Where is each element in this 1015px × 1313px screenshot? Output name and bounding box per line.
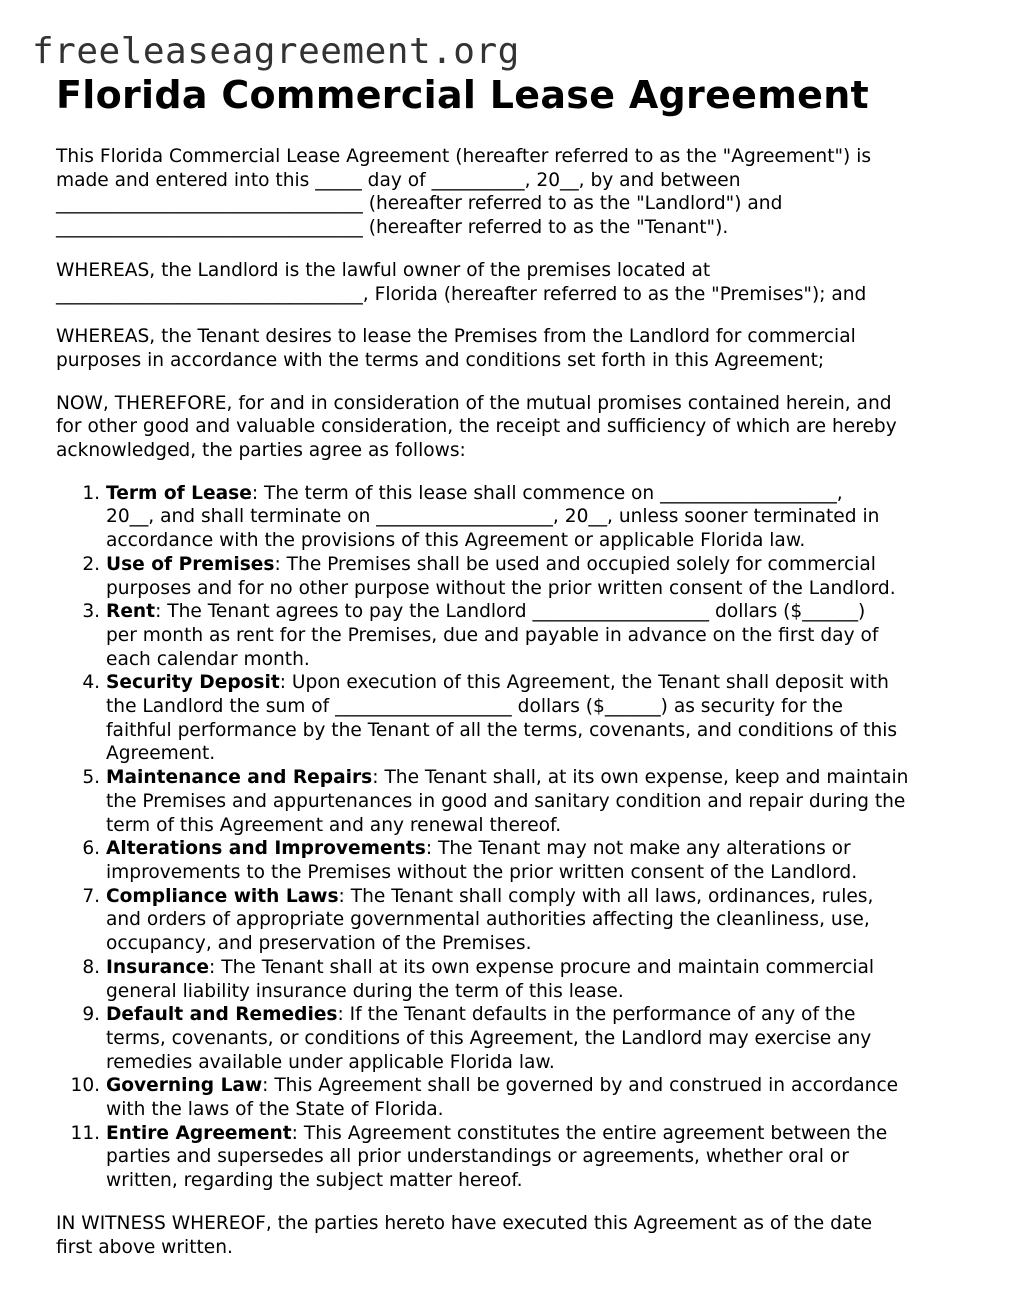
term-heading: Entire Agreement [106, 1122, 292, 1144]
intro-line: made and entered into this _____ day of __________, 20__, by and between [56, 169, 741, 191]
whereas-premises-line: _________________________________, Florida (hereafter referred to as the "Premises"); and [56, 283, 867, 305]
term-line: improvements to the Premises without the prior written consent of the Landlord. [106, 861, 858, 883]
intro-line: This Florida Commercial Lease Agreement (hereafter referred to as the "Agreement") is [56, 146, 872, 167]
term-item-compliance-with-laws [106, 885, 966, 956]
term-item-security-deposit [106, 671, 966, 766]
term-line: with the laws of the State of Florida. [106, 1099, 444, 1121]
term-item-entire-agreement [106, 1122, 966, 1193]
now-therefore-line: for other good and valuable consideration, the receipt and sufficiency of which are hereby [56, 416, 897, 438]
now-therefore-paragraph [56, 392, 966, 463]
term-line: each calendar month. [106, 648, 310, 670]
lease-document [56, 72, 966, 1259]
watermark-site-name: freeleaseagreement.org [32, 31, 520, 72]
term-line: faithful performance by the Tenant of all the terms, covenants, and conditions of this [106, 719, 898, 741]
term-heading: Security Deposit [106, 672, 280, 694]
witness-line: IN WITNESS WHEREOF, the parties hereto have executed this Agreement as of the date [56, 1212, 873, 1234]
term-line: : The Tenant shall comply with all laws, ordinances, rules, [338, 885, 874, 907]
term-heading: Use of Premises [106, 553, 275, 575]
now-therefore-line: acknowledged, the parties agree as follows: [56, 440, 466, 462]
whereas-tenant-line: WHEREAS, the Tenant desires to lease the Premises from the Landlord for commercial [56, 326, 856, 348]
term-heading: Maintenance and Repairs [106, 767, 373, 789]
now-therefore-line: NOW, THEREFORE, for and in consideration of the mutual promises contained herein, and [56, 392, 892, 414]
term-line: occupancy, and preservation of the Premises. [106, 933, 532, 955]
term-item-alterations-and-improvements [106, 837, 966, 884]
term-line: : If the Tenant defaults in the performance of any of the [337, 1004, 856, 1026]
term-line: : The Tenant shall at its own expense procure and maintain commercial [209, 956, 875, 978]
term-line: remedies available under applicable Florida law. [106, 1051, 555, 1073]
intro-paragraph [56, 145, 966, 240]
whereas-premises-paragraph [56, 259, 966, 306]
term-line: written, regarding the subject matter hereof. [106, 1170, 523, 1192]
whereas-premises-line: WHEREAS, the Landlord is the lawful owner of the premises located at [56, 259, 711, 281]
term-line: : Upon execution of this Agreement, the Tenant shall deposit with [279, 672, 889, 694]
term-heading: Insurance [106, 956, 210, 978]
term-line: general liability insurance during the term of this lease. [106, 980, 624, 1002]
term-item-governing-law [106, 1074, 966, 1121]
term-heading: Alterations and Improvements [106, 838, 426, 860]
term-line: Agreement. [106, 743, 216, 765]
term-line: accordance with the provisions of this Agreement or applicable Florida law. [106, 530, 806, 552]
whereas-tenant-line: purposes in accordance with the terms and conditions set forth in this Agreement; [56, 349, 825, 371]
term-line: the Premises and appurtenances in good and sanitary condition and repair during the [106, 790, 906, 812]
term-line: purposes and for no other purpose without the prior written consent of the Landlord. [106, 577, 896, 599]
term-line: terms, covenants, or conditions of this Agreement, the Landlord may exercise any [106, 1027, 872, 1049]
term-item-term-of-lease [106, 482, 966, 553]
term-line: : This Agreement constitutes the entire agreement between the [291, 1122, 888, 1144]
term-heading: Governing Law [106, 1075, 263, 1097]
term-heading: Default and Remedies [106, 1004, 338, 1026]
term-heading: Compliance with Laws [106, 885, 339, 907]
term-item-rent [106, 600, 966, 671]
term-item-use-of-premises [106, 553, 966, 600]
term-line: the Landlord the sum of ___________________ dollars ($______) as security for the [106, 696, 843, 718]
term-line: : The term of this lease shall commence on ___________________, [251, 482, 843, 504]
term-heading: Term of Lease [106, 482, 252, 504]
term-item-maintenance-and-repairs [106, 766, 966, 837]
witness-line: first above written. [56, 1236, 233, 1258]
term-line: 20__, and shall terminate on ___________________, 20__, unless sooner terminated in [106, 506, 880, 528]
terms-list [56, 482, 966, 1193]
term-line: : The Tenant may not make any alterations or [425, 838, 851, 860]
term-line: and orders of appropriate governmental authorities affecting the cleanliness, use, [106, 909, 870, 931]
term-item-default-and-remedies [106, 1003, 966, 1074]
whereas-tenant-paragraph [56, 325, 966, 372]
term-line: term of this Agreement and any renewal thereof. [106, 814, 562, 836]
term-line: : The Tenant shall, at its own expense, keep and maintain [372, 767, 909, 789]
term-line: : The Tenant agrees to pay the Landlord ___________________ dollars ($______) [155, 601, 866, 623]
intro-line: _________________________________ (hereafter referred to as the "Tenant"). [56, 217, 729, 239]
intro-line: _________________________________ (hereafter referred to as the "Landlord") and [56, 193, 783, 215]
document-title: Florida Commercial Lease Agreement [56, 73, 870, 117]
term-line: : This Agreement shall be governed by and construed in accordance [262, 1075, 899, 1097]
term-line: parties and supersedes all prior understandings or agreements, whether oral or [106, 1146, 849, 1168]
witness-paragraph [56, 1212, 966, 1259]
term-line: per month as rent for the Premises, due and payable in advance on the first day of [106, 624, 879, 646]
term-line: : The Premises shall be used and occupied solely for commercial [274, 553, 876, 575]
term-heading: Rent [106, 601, 156, 623]
term-item-insurance [106, 956, 966, 1003]
